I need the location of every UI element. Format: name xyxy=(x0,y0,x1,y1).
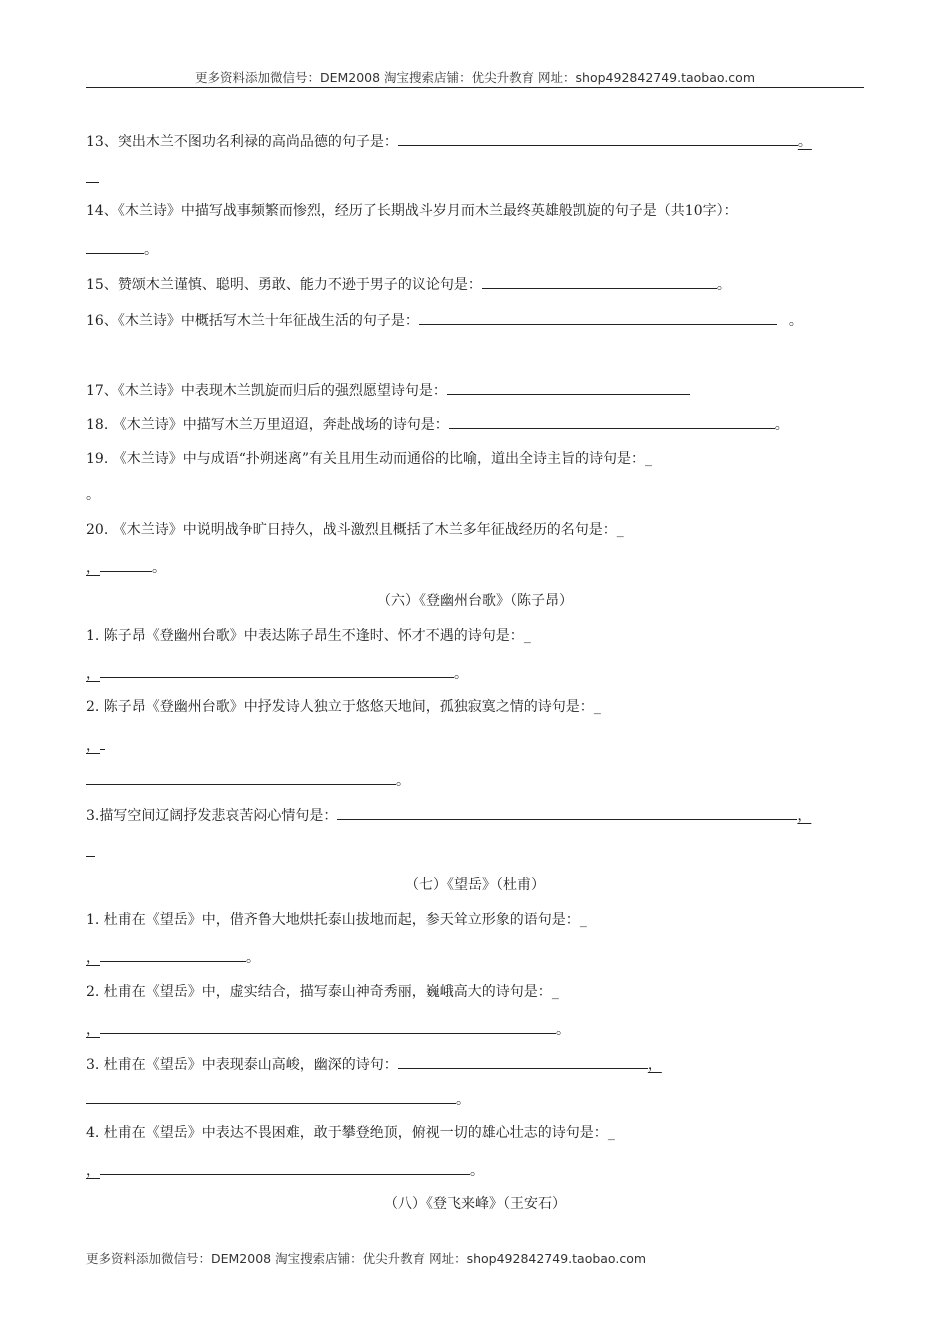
page-footer: 更多资料添加微信号：DEM2008 淘宝搜索店铺：优尖升教育 网址：shop492842749.taobao.com xyxy=(86,1251,647,1266)
punct: ， xyxy=(86,1022,100,1038)
answer-line xyxy=(86,947,260,967)
punct: 。 xyxy=(774,417,789,433)
question-text: 2. 陈子昂《登幽州台歌》中抒发诗人独立于悠悠天地间，孤独寂寞之情的诗句是： xyxy=(86,699,594,715)
punct: 。 xyxy=(454,666,468,682)
punct: 。 xyxy=(788,313,803,329)
section-title-6: （六）《登幽州台歌》（陈子昂） xyxy=(377,593,573,609)
question-19 xyxy=(86,450,652,468)
question-text: 18. 《木兰诗》中描写木兰万里迢迢，奔赴战场的诗句是： xyxy=(86,417,449,433)
question-text: 19. 《木兰诗》中与成语“扑朔迷离”有关且用生动而通俗的比喻，道出全诗主旨的诗句是： xyxy=(86,451,646,467)
question-18 xyxy=(86,414,789,434)
punct: ， xyxy=(86,950,100,966)
answer-blank[interactable] xyxy=(86,842,95,857)
punct: _ xyxy=(593,699,601,715)
punct: ， xyxy=(797,808,812,824)
question-14 xyxy=(86,202,738,220)
answer-blank[interactable] xyxy=(100,1019,556,1034)
punct: 。 xyxy=(797,134,812,150)
punct: ， xyxy=(86,666,100,682)
question-text: 1. 陈子昂《登幽州台歌》中表达陈子昂生不逢时、怀才不遇的诗句是： xyxy=(86,628,524,644)
answer-blank[interactable] xyxy=(86,239,144,254)
question-17 xyxy=(86,380,690,400)
answer-line xyxy=(86,1019,570,1039)
punct: _ xyxy=(523,628,531,644)
punct: _ xyxy=(579,912,587,928)
punct: _ xyxy=(645,451,653,467)
answer-line xyxy=(86,239,158,259)
punct: 。 xyxy=(456,1092,470,1108)
answer-blank[interactable] xyxy=(337,805,797,820)
punct: _ xyxy=(607,1125,615,1141)
answer-blank[interactable] xyxy=(482,274,717,289)
question-d1 xyxy=(86,911,587,929)
question-13 xyxy=(86,131,812,151)
question-d4 xyxy=(86,1124,615,1142)
question-d3 xyxy=(86,1054,662,1074)
punct: ， xyxy=(86,738,100,754)
question-text: 15、赞颂木兰谨慎、聪明、勇敢、能力不逊于男子的议论句是： xyxy=(86,277,482,293)
answer-line xyxy=(86,557,166,577)
punct: 。 xyxy=(556,1022,570,1038)
punct: 。 xyxy=(716,277,731,293)
answer-blank[interactable] xyxy=(100,1160,470,1175)
question-c2 xyxy=(86,698,601,716)
answer-line xyxy=(86,1089,470,1109)
answer-blank[interactable] xyxy=(86,168,99,183)
section-title-7: （七）《望岳》（杜甫） xyxy=(405,877,545,893)
question-text: 1. 杜甫在《望岳》中，借齐鲁大地烘托泰山拔地而起，参天耸立形象的语句是： xyxy=(86,912,580,928)
punct: 。 xyxy=(86,487,100,503)
question-text: 3.描写空间辽阔抒发悲哀苦闷心情句是： xyxy=(86,808,338,824)
answer-blank[interactable] xyxy=(86,1089,456,1104)
page-header: 更多资料添加微信号：DEM2008 淘宝搜索店铺：优尖升教育 网址：shop492842749.taobao.com xyxy=(194,70,756,85)
question-text: 17、《木兰诗》中表现木兰凯旋而归后的强烈愿望诗句是： xyxy=(86,383,447,399)
header-rule xyxy=(86,87,864,88)
answer-blank[interactable] xyxy=(398,1054,648,1069)
answer-blank[interactable] xyxy=(86,770,396,785)
punct: 。 xyxy=(396,773,410,789)
punct: _ xyxy=(551,984,559,1000)
question-text: 4. 杜甫在《望岳》中表达不畏困难，敢于攀登绝顶，俯视一切的雄心壮志的诗句是： xyxy=(86,1125,608,1141)
answer-blank[interactable] xyxy=(100,947,246,962)
answer-blank[interactable] xyxy=(100,735,105,750)
answer-blank[interactable] xyxy=(419,310,777,325)
answer-line xyxy=(86,735,105,755)
question-c1 xyxy=(86,627,531,645)
punct: 。 xyxy=(152,560,166,576)
question-text: 16、《木兰诗》中概括写木兰十年征战生活的句子是： xyxy=(86,313,419,329)
question-20 xyxy=(86,521,624,539)
punct: _ xyxy=(616,522,624,538)
answer-blank[interactable] xyxy=(398,131,798,146)
section-title-8: （八）《登飞来峰》（王安石） xyxy=(384,1196,566,1212)
question-15 xyxy=(86,274,731,294)
answer-line xyxy=(86,168,99,188)
punct: 。 xyxy=(470,1163,484,1179)
punct: ， xyxy=(647,1057,662,1073)
answer-blank[interactable] xyxy=(449,414,775,429)
punct: ， xyxy=(86,1163,100,1179)
question-text: 2. 杜甫在《望岳》中，虚实结合，描写泰山神奇秀丽，巍峨高大的诗句是： xyxy=(86,984,552,1000)
answer-line xyxy=(86,486,100,504)
punct: ， xyxy=(86,560,100,576)
answer-line xyxy=(86,1160,484,1180)
question-16 xyxy=(86,310,803,330)
answer-line xyxy=(86,663,468,683)
punct: 。 xyxy=(144,242,158,258)
answer-blank[interactable] xyxy=(100,663,454,678)
punct: 。 xyxy=(246,950,260,966)
question-text: 20. 《木兰诗》中说明战争旷日持久，战斗激烈且概括了木兰多年征战经历的名句是： xyxy=(86,522,617,538)
question-text: 13、突出木兰不图功名利禄的高尚品德的句子是： xyxy=(86,134,398,150)
answer-blank[interactable] xyxy=(100,557,152,572)
question-text: 3. 杜甫在《望岳》中表现泰山高峻，幽深的诗句： xyxy=(86,1057,398,1073)
question-c3 xyxy=(86,805,811,825)
question-d2 xyxy=(86,983,559,1001)
answer-line xyxy=(86,770,410,790)
answer-blank[interactable] xyxy=(447,380,690,395)
question-text: 14、《木兰诗》中描写战事频繁而惨烈，经历了长期战斗岁月而木兰最终英雄般凯旋的句子是（共10字）： xyxy=(86,203,738,219)
answer-line xyxy=(86,842,95,862)
